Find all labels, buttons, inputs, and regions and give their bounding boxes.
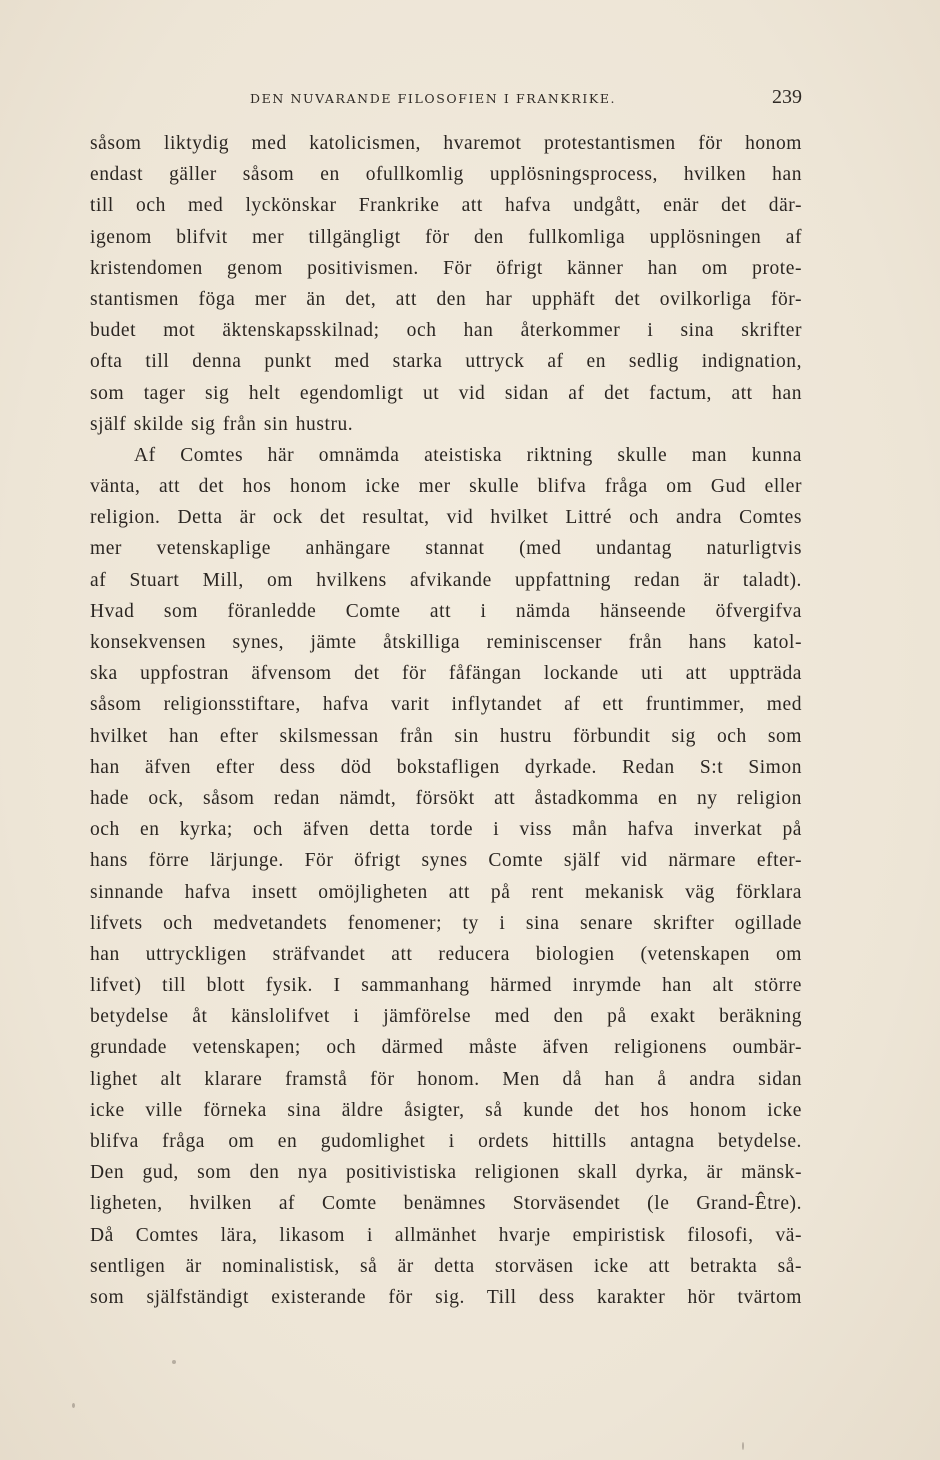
text-line: Den gud, som den nya positivistiska religionen skall dyrka, är mänsk- (90, 1162, 802, 1184)
text-line: och en kyrka; och äfven detta torde i viss mån hafva inverkat på (90, 819, 802, 841)
text-line: stantismen föga mer än det, att den har upphäft det ovilkorliga för- (90, 288, 802, 310)
text-line: sinnande hafva insett omöjligheten att på rent mekanisk väg förklara (90, 881, 802, 903)
paper-speck (742, 1442, 744, 1450)
text-line: lighet alt klarare framstå för honom. Men då han å andra sidan (90, 1068, 802, 1090)
text-line: Då Comtes lära, likasom i allmänhet hvarje empiristisk filosofi, vä- (90, 1224, 802, 1246)
text-line: hans förre lärjunge. För öfrigt synes Comte själf vid närmare efter- (90, 850, 802, 872)
text-line: såsom liktydig med katolicismen, hvaremot protestantismen för honom (90, 133, 802, 154)
text-line: ofta till denna punkt med starka uttryck af en sedlig indignation, (90, 351, 802, 373)
paper-speck (72, 1403, 75, 1408)
text-line: grundade vetenskapen; och därmed måste äfven religionens oumbär- (90, 1037, 802, 1059)
text-line: lifvet) till blott fysik. I sammanhang härmed inrymde han alt större (90, 975, 802, 997)
body-text (90, 128, 802, 1313)
text-line: han uttryckligen sträfvandet att reducera biologien (vetenskapen om (90, 943, 802, 965)
text-line: igenom blifvit mer tillgängligt för den fullkomliga upplösningen af (90, 226, 802, 248)
text-line: vänta, att det hos honom icke mer skulle blifva fråga om Gud eller (90, 476, 802, 498)
page-number: 239 (772, 86, 802, 108)
text-line: kristendomen genom positivismen. För öfrigt känner han om prote- (90, 257, 802, 279)
paragraph-end-line: själf skilde sig från sin hustru. (90, 413, 354, 435)
paper-speck (172, 1360, 176, 1364)
text-line: han äfven efter dess död bokstafligen dyrkade. Redan S:t Simon (90, 756, 802, 778)
text-line: som själfständigt existerande för sig. Till dess karakter hör tvärtom (90, 1286, 802, 1308)
text-line: ligheten, hvilken af Comte benämnes Storväsendet (le Grand-Être). (90, 1193, 802, 1215)
text-line: ska uppfostran äfvensom det för fåfängan lockande uti att uppträda (90, 663, 802, 685)
text-line: blifva fråga om en gudomlighet i ordets hittills antagna betydelse. (90, 1131, 802, 1152)
text-line: endast gäller såsom en ofullkomlig upplösningsprocess, hvilken han (90, 164, 802, 186)
text-line: hvilket han efter skilsmessan från sin hustru förbundit sig och som (90, 725, 802, 747)
text-line: konsekvensen synes, jämte åtskilliga reminiscenser från hans katol- (90, 632, 802, 653)
running-title: DEN NUVARANDE FILOSOFIEN I FRANKRIKE. (250, 91, 617, 106)
text-line: mer vetenskaplige anhängare stannat (med undantag naturligtvis (90, 538, 802, 560)
text-line: religion. Detta är ock det resultat, vid hvilket Littré och andra Comtes (90, 507, 802, 529)
text-line: till och med lyckönskar Frankrike att hafva undgått, enär det där- (90, 195, 802, 217)
text-line: som tager sig helt egendomligt ut vid sidan af det factum, att han (90, 382, 802, 404)
paragraph-start-line: Af Comtes här omnämda ateistiska riktning skulle man kunna (134, 444, 802, 466)
running-head (90, 88, 802, 112)
text-line: af Stuart Mill, om hvilkens afvikande uppfattning redan är taladt). (90, 569, 802, 591)
text-line: budet mot äktenskapsskilnad; och han återkommer i sina skrifter (90, 320, 802, 342)
text-line: betydelse åt känslolifvet i jämförelse med den på exakt beräkning (90, 1006, 802, 1028)
text-line: hade ock, såsom redan nämdt, försökt att åstadkomma en ny religion (90, 787, 802, 809)
text-line: såsom religionsstiftare, hafva varit inflytandet af ett fruntimmer, med (90, 694, 802, 716)
text-line: lifvets och medvetandets fenomener; ty i sina senare skrifter ogillade (90, 912, 802, 934)
text-line: Hvad som föranledde Comte att i nämda hänseende öfvergifva (90, 600, 802, 622)
text-line: sentligen är nominalistisk, så är detta storväsen icke att betrakta så- (90, 1255, 802, 1277)
text-line: icke ville förneka sina äldre åsigter, så kunde det hos honom icke (90, 1099, 802, 1121)
